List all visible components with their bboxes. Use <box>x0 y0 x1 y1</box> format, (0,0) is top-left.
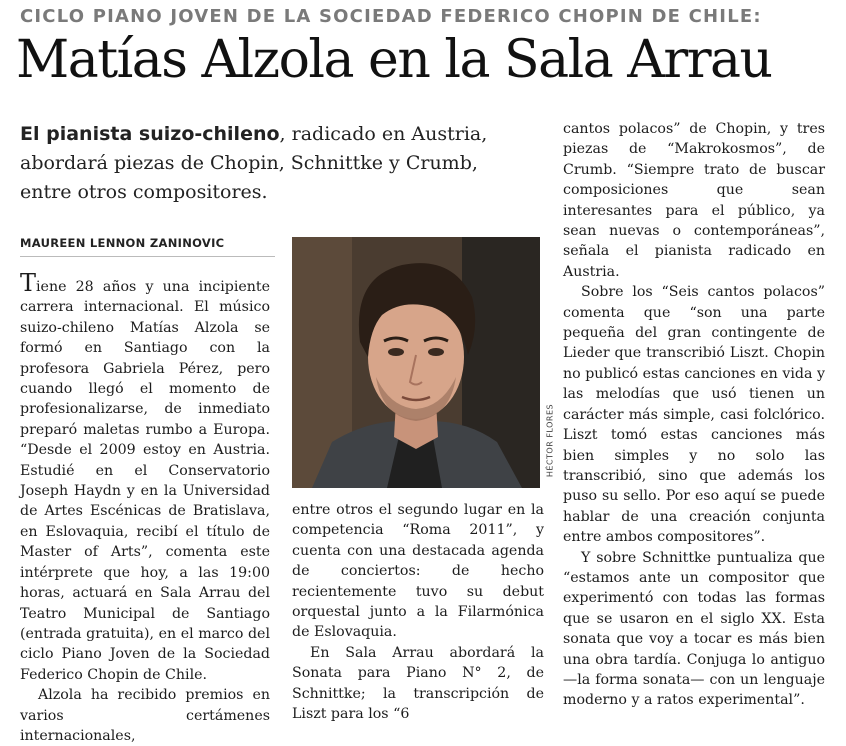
byline: MAUREEN LENNON ZANINOVIC <box>20 236 225 250</box>
deck-lead: El pianista suizo-chileno <box>20 123 280 145</box>
photo-credit-text: HÉCTOR FLORES <box>545 403 555 478</box>
column-2-paragraph-1: entre otros el segundo lugar en la competencia “Roma 2011”, y cuenta con una destacada agenda de conciertos: de hecho recientemente tuvo su debut orquestal junto a la Filarmónica de Eslovaquia. <box>292 502 544 641</box>
headline: Matías Alzola en la Sala Arrau <box>16 30 772 90</box>
pianist-photo <box>292 237 540 488</box>
column-3-paragraph-2: Sobre los “Seis cantos polacos” comenta que “son una parte pequeña del gran contingente de Lieder que transcribió Liszt. Chopin no publicó estas canciones en vida y las melodías que usó tienen un carácter más simple, casi folclórico. Liszt tomó estas canciones más bien simples y no solo las transcribió, sino que además los puso su sello. Por eso aquí se puede hablar de una creación conjunta entre ambos compositores”. <box>563 284 825 546</box>
column-1-paragraph-1 <box>20 269 270 685</box>
deck <box>20 120 520 207</box>
byline-divider <box>20 256 275 257</box>
column-1 <box>20 269 270 746</box>
deck-rest: , radicado en Austria, abordará piezas de Chopin, Schnittke y Crumb, entre otros compositores. <box>20 123 488 203</box>
portrait-illustration <box>292 237 540 488</box>
column-3 <box>563 119 825 711</box>
column-1-paragraph-2: Alzola ha recibido premios en varios certámenes internacionales, <box>20 687 270 744</box>
column-2-paragraph-2: En Sala Arrau abordará la Sonata para Piano N° 2, de Schnittke; la transcripción de Liszt para los “6 <box>292 644 544 723</box>
photo-credit <box>541 398 553 488</box>
column-1-paragraph-1-text: iene 28 años y una incipiente carrera internacional. El músico suizo-chileno Matías Alzola se formó en Santiago con la profesora Gabriela Pérez, pero cuando llegó el momento de profesionalizarse, de inmediato preparó maletas rumbo a Europa. “Desde el 2009 estoy en Austria. Estudié en el Conservatorio Joseph Haydn y en la Universidad de Artes Escénicas de Bratislava, en Eslovaquia, recibí el título de Master of Arts”, comenta este intérprete que hoy, a las 19:00 horas, actuará en Sala Arrau del Teatro Municipal de Santiago (entrada gratuita), en el marco del ciclo Piano Joven de la Sociedad Federico Chopin de Chile. <box>20 279 270 683</box>
drop-cap: T <box>20 269 37 297</box>
kicker: CICLO PIANO JOVEN DE LA SOCIEDAD FEDERICO CHOPIN DE CHILE: <box>20 6 762 27</box>
column-2 <box>292 500 544 724</box>
column-3-paragraph-3: Y sobre Schnittke puntualiza que “estamos ante un compositor que experimentó con todas las formas que se usaron en el siglo XX. Esta sonata que voy a tocar es más bien una obra tardía. Conjuga lo antiguo —la forma sonata— con un lenguaje moderno y a ratos experimental”. <box>563 549 825 709</box>
column-3-paragraph-1: cantos polacos” de Chopin, y tres piezas de “Makrokosmos”, de Crumb. “Siempre trato de buscar composiciones que sean interesantes para el público, ya sean nuevas o contemporáneas”, señala el pianista radicado en Austria. <box>563 121 825 280</box>
